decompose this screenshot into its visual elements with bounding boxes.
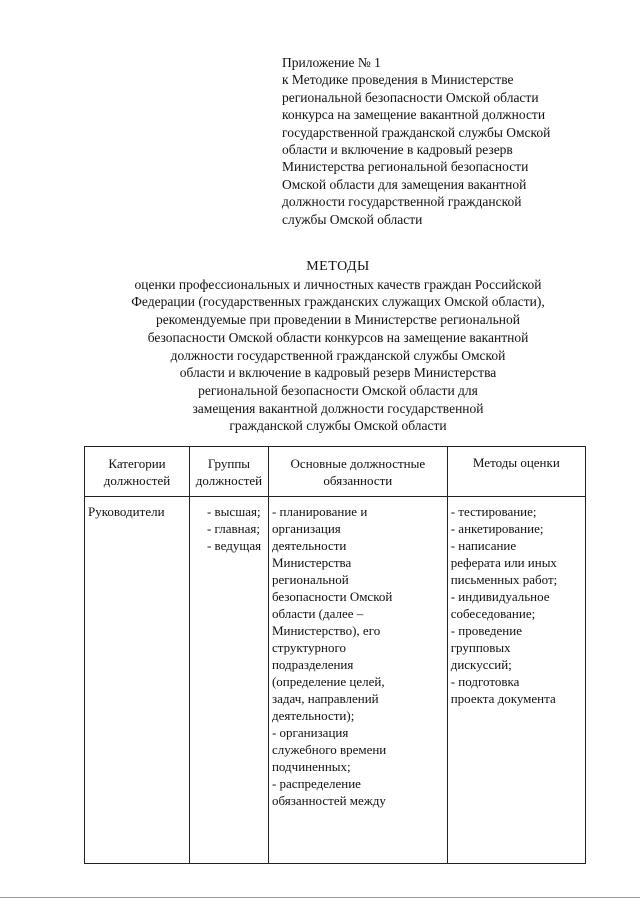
cell-line: - тестирование; — [450, 504, 537, 519]
header-line: Основные должностные — [290, 456, 426, 471]
title-line: области и включение в кадровый резерв Министерства — [179, 365, 497, 381]
header-line: должностей — [103, 473, 171, 488]
cell-line: региональной — [271, 572, 349, 587]
header-methods — [447, 447, 585, 497]
methods-table — [84, 446, 586, 864]
cell-line: (определение целей, — [271, 674, 385, 689]
header-category — [85, 447, 190, 497]
document-title — [40, 258, 636, 435]
title-line: оценки профессиональных и личностных качеств граждан Российской — [134, 276, 542, 292]
cell-line: служебного времени — [271, 742, 387, 757]
header-line: должностей — [195, 473, 263, 488]
title-line: замещения вакантной должности государственной — [192, 400, 484, 416]
title-line: гражданской службы Омской области — [229, 418, 447, 434]
appendix-line: конкурса на замещение вакантной должности — [282, 107, 546, 123]
cell-line: собеседование; — [450, 606, 536, 621]
cell-line: Руководители — [88, 504, 165, 519]
appendix-line: региональной безопасности Омской области — [282, 89, 539, 105]
cell-line: - индивидуальное — [450, 589, 550, 604]
cell-line: организация — [271, 521, 341, 536]
cell-line: - написание — [450, 538, 517, 553]
cell-methods — [447, 497, 585, 864]
page-bottom-rule — [0, 897, 640, 898]
cell-line: групповых — [450, 640, 511, 655]
cell-line: - главная; — [206, 521, 260, 536]
cell-line: подчиненных; — [271, 759, 351, 774]
cell-line: задач, направлений — [271, 691, 379, 706]
header-groups — [189, 447, 268, 497]
appendix-line: Омской области для замещения вакантной — [282, 176, 527, 192]
cell-line: дискуссий; — [450, 657, 512, 672]
cell-groups — [189, 497, 268, 864]
cell-line: - высшая; — [206, 504, 261, 519]
cell-line: обязанностей между — [271, 793, 386, 808]
appendix-line: к Методике проведения в Министерстве — [282, 72, 514, 88]
cell-line: - анкетирование; — [450, 521, 544, 536]
appendix-line: государственной гражданской службы Омской — [282, 124, 551, 140]
header-line: Категории — [108, 456, 166, 471]
cell-line: реферата или иных — [450, 555, 557, 570]
title-line: Федерации (государственных гражданских служащих Омской области), — [131, 294, 545, 310]
title-line: рекомендуемые при проведении в Министерстве региональной — [156, 312, 520, 328]
cell-line: письменных работ; — [450, 572, 558, 587]
table-row — [85, 497, 586, 864]
title-line: должности государственной гражданской службы Омской — [170, 347, 506, 363]
header-line: обязанности — [323, 473, 393, 488]
header-line: Методы оценки — [472, 455, 560, 470]
cell-line: деятельности — [271, 538, 347, 553]
cell-line: структурного — [271, 640, 347, 655]
header-duties — [268, 447, 447, 497]
header-line: Группы — [207, 456, 251, 471]
cell-category — [85, 497, 190, 864]
cell-line: Министерство), его — [271, 623, 381, 638]
title-line: региональной безопасности Омской области для — [198, 382, 478, 398]
cell-line: проекта документа — [450, 691, 556, 706]
cell-line: Министерства — [271, 555, 352, 570]
cell-line: области (далее – — [271, 606, 364, 621]
cell-line: - организация — [271, 725, 349, 740]
cell-line: подразделения — [271, 657, 354, 672]
appendix-line: должности государственной гражданской — [282, 194, 522, 210]
cell-line: - ведущая — [206, 538, 262, 553]
cell-line: деятельности); — [271, 708, 355, 723]
cell-line: - распределение — [271, 776, 361, 791]
appendix-note — [282, 54, 602, 228]
appendix-line: Приложение № 1 — [282, 55, 381, 70]
title-line: безопасности Омской области конкурсов на замещение вакантной — [147, 329, 529, 345]
appendix-line: службы Омской области — [282, 211, 423, 227]
cell-line: - планирование и — [271, 504, 368, 519]
cell-line: - проведение — [450, 623, 522, 638]
appendix-line: Министерства региональной безопасности — [282, 159, 529, 175]
appendix-line: области и включение в кадровый резерв — [282, 142, 513, 158]
table-header-row — [85, 447, 586, 497]
cell-line: безопасности Омской — [271, 589, 393, 604]
cell-line: - подготовка — [450, 674, 520, 689]
cell-duties — [268, 497, 447, 864]
title-heading: МЕТОДЫ — [306, 259, 370, 274]
